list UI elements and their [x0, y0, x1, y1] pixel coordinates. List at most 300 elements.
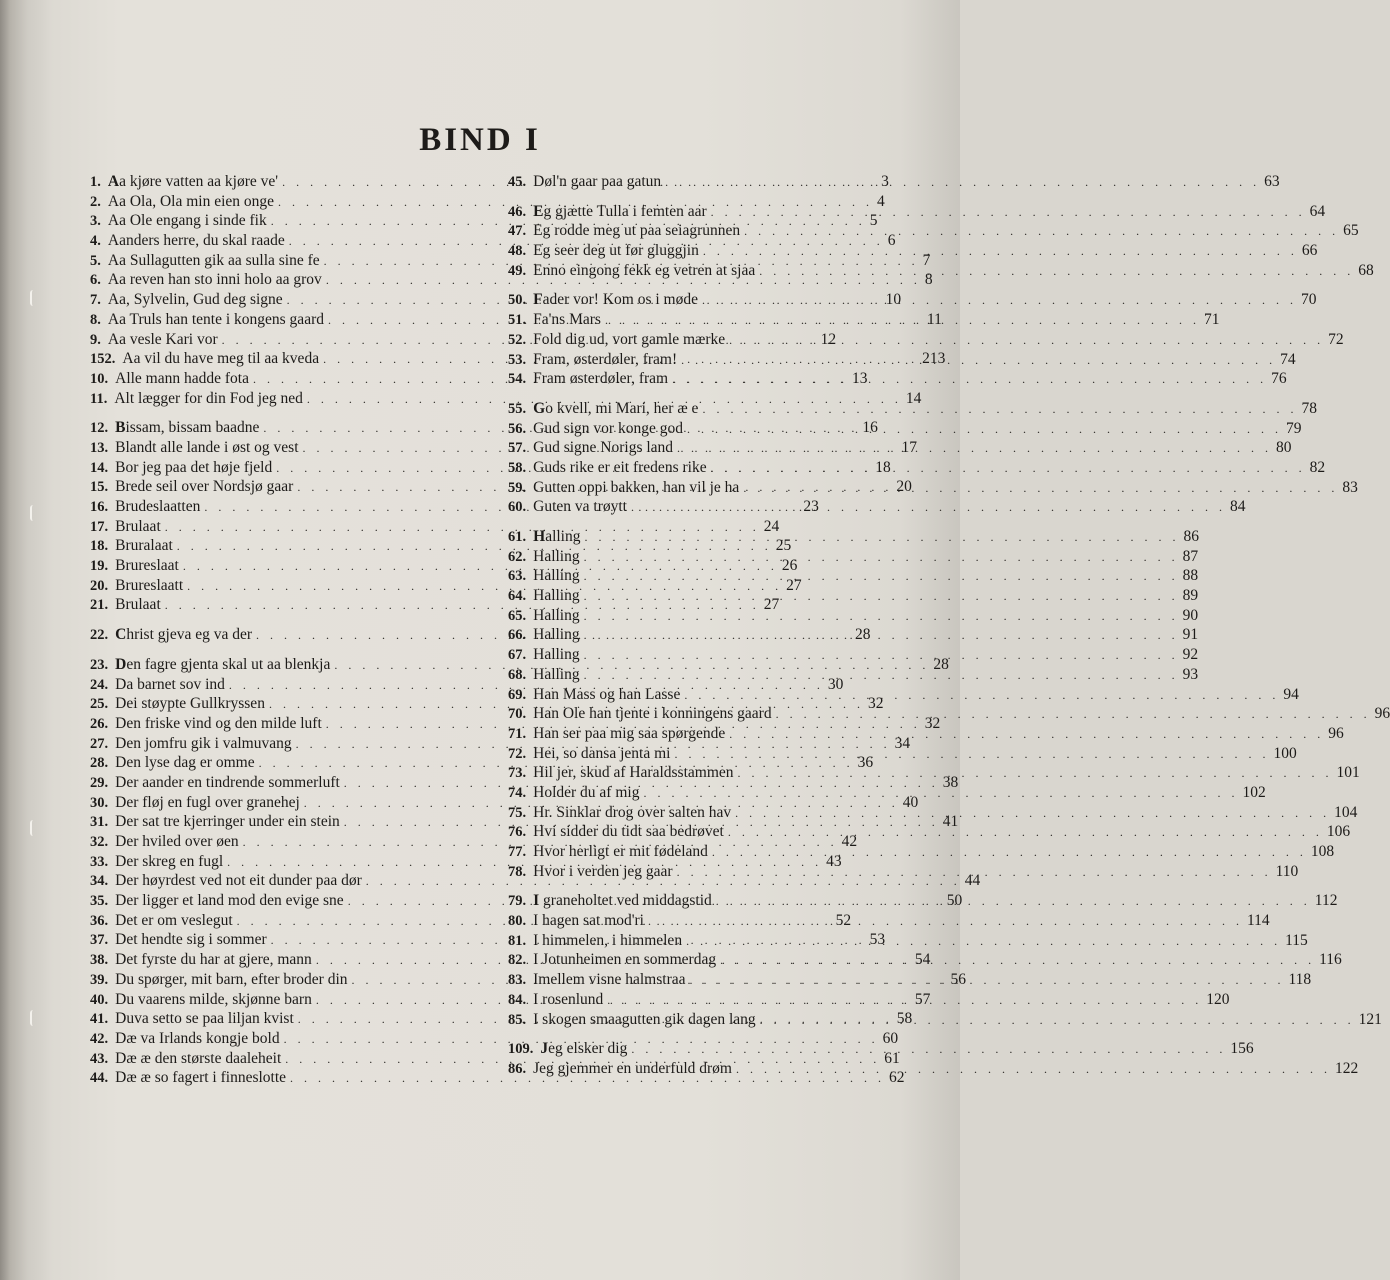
dot-leader	[643, 784, 1238, 804]
index-entry	[508, 665, 1199, 685]
letter-group-gap	[90, 615, 482, 625]
page-number: 64	[1309, 202, 1326, 220]
entry-number: 70.	[508, 706, 527, 723]
entry-number: 57.	[508, 440, 527, 457]
entry-number: 51.	[508, 312, 527, 329]
page-number: 5	[869, 212, 878, 230]
binding-stitch	[30, 1010, 40, 1026]
entry-title: Go kvell, mi Mari, her æ e	[533, 399, 699, 417]
entry-title: Jeg gjemmer en underfuld drøm	[533, 1059, 732, 1077]
dot-leader	[672, 370, 1267, 390]
page-number: 96	[1374, 705, 1390, 723]
entry-number: 17.	[90, 518, 109, 535]
page-number: 44	[964, 872, 981, 890]
dot-leader	[690, 971, 1285, 991]
entry-title: Eg seer deg ut før gluggjin	[533, 242, 699, 260]
entry-title: Halling	[533, 646, 580, 664]
index-entry	[508, 330, 1344, 350]
dot-leader	[607, 991, 1202, 1011]
index-entry	[508, 566, 1199, 586]
index-entry	[508, 547, 1199, 567]
entry-title: Der aander en tindrende sommerluft	[115, 773, 340, 791]
entry-number: 76.	[508, 824, 527, 841]
page-number: 32	[867, 695, 884, 713]
page-number: 43	[826, 852, 842, 870]
page-number: 84	[1229, 498, 1246, 516]
entry-title: Halling	[533, 626, 580, 644]
entry-number: 84.	[508, 991, 527, 1008]
entry-title: Da barnet sov ind	[115, 675, 225, 693]
letter-group-gap	[508, 192, 900, 202]
entry-title: Halling	[533, 528, 581, 545]
entry-title: Halling	[533, 665, 580, 683]
entry-title: Bruralaat	[115, 537, 173, 555]
entry-title: Bor jeg paa det høje fjeld	[115, 458, 273, 476]
entry-number: 19.	[90, 558, 109, 575]
entry-number: 74.	[508, 784, 527, 801]
entry-number: 22.	[90, 627, 109, 644]
dot-leader	[712, 843, 1307, 863]
entry-number: 46.	[508, 203, 527, 220]
index-entry	[508, 399, 1317, 419]
page-number: 92	[1182, 646, 1199, 664]
entry-number: 44.	[90, 1070, 109, 1087]
page-number: 66	[1301, 242, 1318, 260]
entry-title: Der sat tre kjerringer under ein stein	[115, 813, 340, 831]
page-number: 156	[1230, 1040, 1254, 1058]
page-number: 53	[869, 931, 886, 949]
page-number: 102	[1242, 783, 1266, 801]
page-number: 110	[1275, 862, 1299, 880]
page-number: 106	[1326, 823, 1351, 841]
entry-number: 11.	[90, 390, 108, 407]
entry-title: Eg rodde meg ut paa seiagrunnen	[533, 222, 741, 240]
entry-title: Brulaat	[115, 596, 161, 614]
entry-number: 59.	[508, 479, 527, 496]
dot-leader	[735, 804, 1330, 824]
entry-title: Det hendte sig i sommer	[115, 931, 267, 949]
entry-number: 6.	[90, 272, 101, 289]
page-number: 80	[1276, 439, 1292, 457]
dot-leader	[686, 932, 1281, 952]
page-number: 78	[1301, 399, 1317, 417]
page-number: 10	[885, 291, 902, 309]
page-number: 94	[1283, 685, 1299, 703]
entry-title: Halling	[533, 567, 580, 585]
dot-leader	[674, 745, 1269, 765]
entry-number: 45.	[508, 174, 527, 190]
page-number: 120	[1206, 990, 1230, 1008]
binding-stitch	[30, 820, 40, 836]
entry-number: 54.	[508, 371, 527, 388]
entry-title: Duva setto se paa liljan kvist	[115, 1010, 294, 1028]
entry-number: 9.	[90, 331, 101, 348]
entry-number: 16.	[90, 499, 109, 515]
entry-title: Brede seil over Nordsjø gaar	[115, 478, 294, 496]
entry-title: Aa Truls han tente i kongens gaard	[107, 310, 324, 328]
entry-title: Du spørger, mit barn, efter broder din	[115, 970, 348, 988]
letter-group-gap	[90, 645, 482, 655]
index-entry	[508, 172, 1280, 192]
entry-number: 30.	[90, 794, 109, 811]
letter-group-gap	[90, 408, 482, 418]
entry-number: 34.	[90, 873, 109, 890]
entry-number: 86.	[508, 1060, 527, 1077]
entry-title: Dei støypte Gullkryssen	[115, 695, 265, 713]
entry-title: Aa vil du have meg til aa kveda	[122, 350, 320, 368]
entry-title: Dæ va Irlands kongje bold	[115, 1029, 280, 1047]
page-number: 122	[1334, 1059, 1359, 1077]
dot-leader	[584, 567, 1179, 587]
dot-leader	[584, 548, 1179, 568]
entry-title: Guds rike er eit fredens rike	[533, 458, 707, 476]
entry-number: 56.	[508, 420, 527, 437]
page-number: 56	[950, 970, 967, 988]
entry-title: Han Ole han tjente i konningens gaard	[533, 705, 772, 723]
binding-stitch	[30, 505, 40, 521]
entry-number: 32.	[90, 834, 109, 850]
page-number: 38	[942, 773, 959, 791]
page-number: 62	[889, 1069, 905, 1087]
index-entry	[508, 1039, 1254, 1059]
index-entry	[508, 842, 1335, 862]
page-number: 16	[862, 419, 878, 437]
book-binding	[0, 0, 52, 1280]
entry-number: 8.	[90, 311, 101, 328]
page-number: 28	[855, 626, 871, 644]
entry-title: Eg gjætte Tulla i femten aar	[533, 202, 707, 220]
page-number: 40	[902, 793, 919, 811]
entry-number: 29.	[90, 774, 109, 791]
dot-leader	[703, 242, 1298, 262]
dot-leader	[702, 291, 1297, 311]
entry-number: 73.	[508, 765, 527, 782]
entry-title: Aa Sullagutten gik aa sulla sine fe	[107, 251, 320, 269]
entry-title: Det er om veslegut	[115, 911, 233, 929]
page-number: 54	[914, 951, 931, 969]
entry-number: 50.	[508, 292, 527, 309]
entry-title: I hagen sat mod'ri	[533, 912, 644, 930]
dot-leader	[743, 479, 1338, 499]
entry-number: 48.	[508, 243, 527, 260]
page-number: 42	[841, 833, 858, 850]
entry-title: Halling	[533, 547, 580, 565]
page-number: 14	[905, 389, 922, 407]
entry-number: 81.	[508, 932, 527, 949]
page-number: 61	[884, 1049, 900, 1067]
index-entry	[508, 241, 1318, 261]
dot-leader	[605, 311, 1200, 331]
entry-title: Imellem visne halmstraa	[533, 971, 686, 989]
page-number: 121	[1358, 1010, 1382, 1028]
index-entry	[508, 261, 1374, 281]
page-title: BIND I	[419, 122, 541, 158]
entry-title: Fa'ns Mars	[533, 311, 601, 329]
index-entry	[508, 586, 1199, 606]
entry-number: 39.	[90, 971, 109, 988]
entry-title: Hil jer, skud af Haraldsstammen	[533, 764, 734, 782]
index-entry	[508, 911, 1270, 931]
dot-leader	[631, 498, 1226, 518]
entry-number: 12.	[90, 420, 109, 437]
page-number: 24	[763, 517, 780, 535]
entry-number: 66.	[508, 627, 527, 644]
dot-leader	[584, 626, 1179, 646]
page-number: 20	[896, 478, 912, 496]
entry-title: I skogen smaagutten gik dagen lang	[533, 1010, 756, 1028]
entry-title: Den friske vind og den milde luft	[115, 714, 322, 732]
page-number: 118	[1288, 971, 1312, 989]
entry-number: 64.	[508, 588, 527, 605]
entry-title: Der fløj en fugl over granehej	[115, 793, 300, 811]
entry-title: Døl'n gaar paa gatun	[533, 173, 662, 190]
page-number: 89	[1182, 587, 1199, 605]
entry-title: Aa kjøre vatten aa kjøre ve'	[107, 173, 279, 190]
entry-number: 83.	[508, 972, 527, 989]
dot-leader	[729, 331, 1324, 351]
entry-number: 7.	[90, 292, 101, 309]
entry-number: 18.	[90, 538, 109, 555]
entry-number: 58.	[508, 459, 527, 476]
entry-title: Der ligger et land mod den evige sne	[115, 892, 344, 910]
entry-title: Aa reven han sto inni holo aa grov	[107, 271, 322, 289]
page-number: 72	[1328, 330, 1344, 348]
page-number: 60	[882, 1029, 899, 1047]
index-entry	[508, 369, 1287, 389]
entry-number: 40.	[90, 991, 109, 1008]
dot-leader	[702, 400, 1297, 420]
entry-number: 24.	[90, 676, 109, 693]
index-entry	[508, 221, 1359, 241]
page-number: 100	[1273, 744, 1297, 762]
dot-leader	[677, 439, 1272, 459]
page-number: 6	[887, 232, 896, 250]
page-number: 91	[1182, 626, 1199, 644]
entry-number: 27.	[90, 735, 109, 752]
entry-number: 1.	[90, 174, 101, 190]
dot-leader	[776, 705, 1371, 725]
index-entry	[508, 202, 1326, 222]
index-entry	[508, 290, 1317, 310]
entry-title: I Jotunheimen en sommerdag	[533, 951, 717, 969]
page-number: 74	[1280, 350, 1296, 368]
entry-number: 14.	[90, 459, 109, 476]
entry-title: Dæ æ so fagert i finneslotte	[115, 1069, 287, 1087]
entry-title: Gud signe Norigs land	[533, 439, 674, 457]
page-number: 26	[781, 557, 798, 575]
entry-number: 65.	[508, 607, 527, 624]
entry-title: Brudeslaatten	[115, 498, 201, 515]
entry-number: 55.	[508, 400, 527, 417]
page-number: 82	[1309, 458, 1326, 476]
page-number: 4	[877, 192, 885, 210]
page-number: 96	[1328, 724, 1344, 742]
index-entry	[508, 527, 1199, 547]
page-number: 12	[820, 330, 837, 348]
entry-number: 47.	[508, 223, 527, 240]
entry-title: Hr. Sinklar drog over salten hav	[533, 803, 732, 821]
index-entry	[508, 419, 1302, 439]
entry-title: I rosenlund	[533, 990, 604, 1008]
binding-stitch	[30, 290, 40, 306]
entry-title: Enno eingong fekk eg vetren at sjaa	[533, 261, 756, 279]
page-number: 86	[1183, 528, 1199, 545]
page-number: 213	[922, 350, 946, 368]
entry-title: Gud sign vor konge god	[533, 419, 683, 437]
entry-number: 72.	[508, 745, 527, 762]
entry-title: Fold dig ud, vort gamle mærke	[533, 330, 726, 348]
page-number: 104	[1334, 803, 1358, 821]
dot-leader	[711, 203, 1306, 223]
entry-number: 75.	[508, 804, 527, 821]
entry-title: Den lyse dag er omme	[115, 754, 255, 772]
dot-leader	[584, 607, 1179, 627]
page-number: 11	[926, 310, 942, 328]
page-number: 18	[875, 458, 891, 476]
page-number: 58	[896, 1010, 913, 1028]
entry-title: Halling	[533, 606, 580, 624]
dot-leader	[711, 459, 1306, 479]
page-number: 25	[775, 537, 792, 555]
page-number: 50	[946, 892, 963, 910]
dot-leader	[720, 951, 1315, 971]
entry-title: Den jomfru gik i valmuvang	[115, 734, 292, 752]
dot-leader	[584, 666, 1179, 686]
entry-number: 69.	[508, 686, 527, 703]
entry-title: Halling	[533, 587, 580, 605]
entry-number: 52.	[508, 331, 527, 348]
page-number: 23	[803, 498, 819, 515]
dot-leader	[759, 262, 1354, 282]
entry-number: 67.	[508, 647, 527, 664]
entry-title: Der skreg en fugl	[115, 852, 224, 870]
entry-number: 13.	[90, 439, 109, 456]
entry-title: Hvor i verden jeg gaar	[533, 862, 673, 880]
entry-number: 15.	[90, 479, 109, 496]
entry-title: Guten va trøytt	[533, 498, 627, 516]
entry-number: 43.	[90, 1050, 109, 1067]
letter-group-gap	[508, 1029, 900, 1039]
dot-leader	[687, 420, 1282, 440]
page-number: 112	[1314, 892, 1338, 910]
page-number: 68	[1358, 261, 1374, 279]
page-number: 90	[1182, 606, 1199, 624]
page-number: 36	[857, 754, 874, 772]
entry-number: 82.	[508, 952, 527, 969]
entry-title: Gutten oppi bakken, han vil je ha	[533, 478, 740, 496]
entry-title: Brureslaat	[115, 557, 179, 575]
dot-leader	[584, 587, 1179, 607]
entry-number: 37.	[90, 932, 109, 949]
page-number: 28	[933, 655, 949, 673]
entry-title: Aanders herre, du skal raade	[107, 232, 285, 250]
index-entry	[508, 685, 1299, 705]
page-number: 76	[1271, 370, 1287, 388]
entry-title: Hvor herligt er mit fødeland	[533, 843, 708, 860]
page-number: 13	[851, 369, 868, 387]
page-number: 27	[786, 576, 802, 594]
entry-title: Den fagre gjenta skal ut aa blenkja	[115, 655, 331, 673]
page-number: 41	[942, 813, 959, 831]
entry-number: 71.	[508, 725, 527, 742]
page-number: 116	[1319, 951, 1342, 969]
page-number: 57	[914, 990, 931, 1008]
entry-number: 26.	[90, 715, 109, 732]
page-number: 52	[835, 911, 852, 929]
entry-title: Fader vor! Kom os i møde	[533, 291, 698, 309]
entry-title: Aa Ola, Ola min eien onge	[107, 192, 275, 210]
entry-number: 77.	[508, 844, 527, 860]
entry-number: 36.	[90, 912, 109, 929]
dot-leader	[585, 528, 1180, 548]
entry-title: Hvi sidder du tidt saa bedrøvet	[533, 823, 724, 841]
entry-number: 78.	[508, 863, 527, 880]
entry-number: 10.	[90, 370, 109, 387]
dot-leader	[631, 1040, 1226, 1060]
entry-title: Hei, so dansa jenta mi	[533, 744, 671, 762]
dot-leader	[738, 764, 1333, 784]
entry-title: Alle mann hadde fota	[115, 369, 249, 387]
entry-title: Fram østerdøler, fram	[533, 370, 669, 388]
page-number: 27	[763, 596, 780, 614]
page-number: 30	[827, 675, 844, 693]
entry-number: 35.	[90, 893, 109, 910]
entry-number: 79.	[508, 893, 527, 910]
entry-title: Han Mass og han Lasse	[533, 685, 681, 703]
entry-title: I himmelen, i himmelen	[533, 931, 683, 949]
dot-leader	[744, 222, 1339, 242]
dot-leader	[584, 646, 1179, 666]
dot-leader	[677, 863, 1272, 883]
dot-leader	[665, 173, 1260, 193]
entry-number: 4.	[90, 233, 101, 250]
page-number: 87	[1182, 547, 1199, 565]
index-entry	[508, 625, 1199, 645]
dot-leader	[648, 912, 1243, 932]
page-number: 71	[1203, 311, 1220, 329]
dot-leader	[681, 351, 1276, 371]
entry-title: Christ gjeva eg va der	[115, 626, 253, 644]
entry-title: Der hviled over øen	[115, 833, 239, 850]
dot-leader	[729, 725, 1324, 745]
entry-number: 53.	[508, 351, 527, 368]
entry-title: Brureslaatt	[115, 576, 184, 594]
entry-title: Fram, østerdøler, fram!	[533, 350, 678, 368]
entry-number: 2.	[90, 193, 101, 210]
entry-number: 33.	[90, 853, 109, 870]
entry-title: Det fyrste du har at gjere, mann	[115, 951, 312, 969]
entry-number: 49.	[508, 262, 527, 279]
entry-title: Du vaarens milde, skjønne barn	[115, 990, 312, 1008]
page-number: 34	[894, 734, 911, 752]
page-number: 79	[1285, 419, 1302, 437]
page-number: 17	[901, 438, 918, 456]
page-number: 114	[1246, 912, 1270, 930]
dot-leader	[728, 823, 1323, 843]
index-entry	[508, 497, 1246, 517]
entry-number: 28.	[90, 755, 109, 772]
entry-number: 25.	[90, 696, 109, 713]
letter-group-gap	[508, 389, 900, 399]
page-number: 70	[1301, 291, 1317, 309]
entry-number: 109.	[508, 1041, 534, 1058]
dot-leader	[736, 1060, 1331, 1080]
entry-title: Aa Ole engang i sinde fik	[107, 212, 267, 230]
index-entry	[508, 931, 1308, 951]
dot-leader	[716, 892, 1311, 912]
entry-title: Alt lægger for din Fod jeg ned	[114, 389, 303, 407]
entry-number: 31.	[90, 814, 109, 831]
